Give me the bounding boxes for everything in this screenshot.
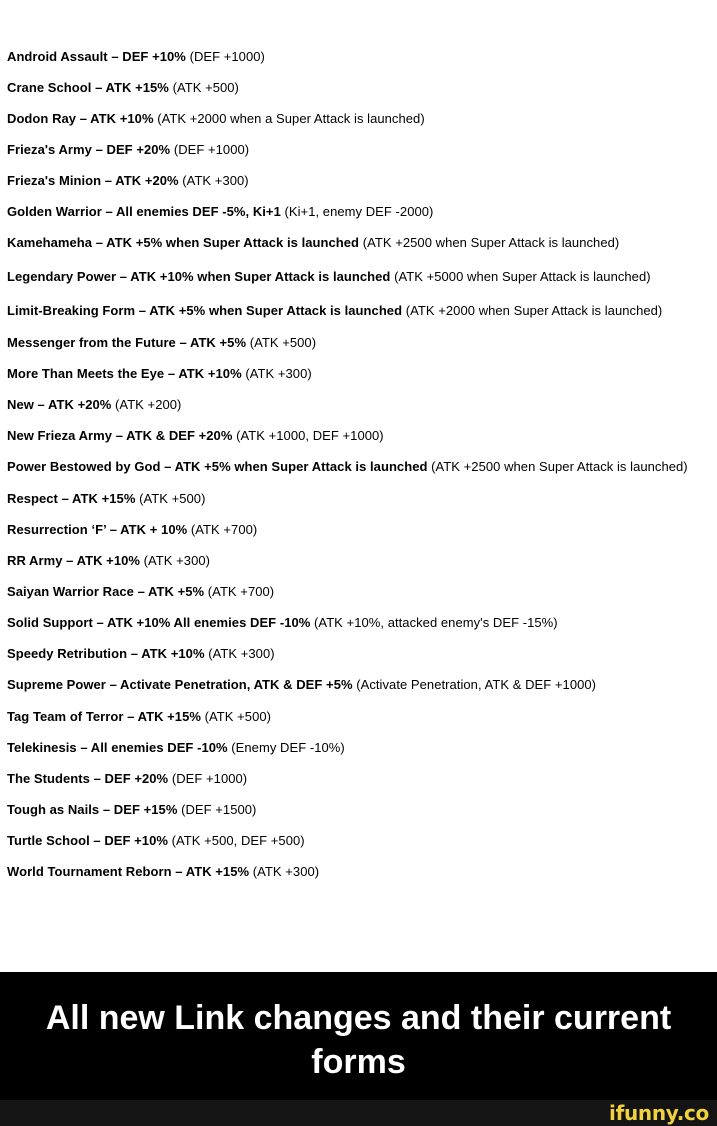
link-entry (7, 802, 707, 818)
link-effect: – DEF +20% (91, 142, 171, 157)
caption-text: All new Link changes and their current forms (45, 999, 672, 1081)
link-name: Saiyan Warrior Race (7, 584, 134, 599)
link-entry (7, 303, 707, 319)
link-entry (7, 235, 707, 251)
link-effect: – ATK +5% when Super Attack is launched (135, 303, 403, 318)
link-entries (7, 49, 707, 880)
link-effect: – ATK +10% All enemies DEF -10% (92, 615, 311, 630)
link-name: RR Army (7, 553, 63, 568)
link-entry (7, 269, 707, 285)
link-name: Turtle School (7, 833, 90, 848)
link-name: Telekinesis (7, 740, 77, 755)
link-name: Speedy Retribution (7, 646, 128, 661)
link-entry (7, 553, 707, 569)
link-detail: (DEF +1000) (168, 771, 248, 786)
link-detail: (ATK +200) (111, 397, 182, 412)
link-effect: – ATK +5% when Super Attack is launched (92, 235, 360, 250)
link-entry (7, 111, 707, 127)
link-name: Crane School (7, 80, 92, 95)
link-detail: (ATK +2500 when Super Attack is launched) (359, 235, 620, 250)
link-effect: – ATK +15% (91, 80, 169, 95)
link-entry (7, 335, 707, 351)
link-detail: (Activate Penetration, ATK & DEF +1000) (352, 677, 597, 692)
link-effect: – ATK +15% (171, 864, 250, 879)
link-effect: – ATK +5% (133, 584, 205, 599)
link-name: Limit-Breaking Form (7, 303, 136, 318)
link-detail: (ATK +10%, attacked enemy's DEF -15%) (310, 615, 558, 630)
link-entry (7, 397, 707, 413)
link-effect: – DEF +15% (99, 802, 178, 817)
link-entry (7, 204, 707, 220)
link-name: Solid Support (7, 615, 93, 630)
link-entry (7, 366, 707, 382)
link-effect: – ATK & DEF +20% (112, 428, 233, 443)
link-name: More Than Meets the Eye (7, 366, 165, 381)
link-entry (7, 142, 707, 158)
link-detail: (ATK +300) (249, 864, 320, 879)
link-detail: (DEF +1000) (170, 142, 250, 157)
link-detail: (ATK +300) (241, 366, 312, 381)
link-detail: (ATK +500) (246, 335, 317, 350)
link-detail: (ATK +2000 when Super Attack is launched) (402, 303, 663, 318)
link-name: The Students (7, 771, 90, 786)
link-entry (7, 677, 707, 693)
link-entry (7, 615, 707, 631)
link-entry (7, 173, 707, 189)
link-effect: – All enemies DEF -10% (76, 740, 228, 755)
link-entry (7, 864, 707, 880)
link-effect: – ATK + 10% (106, 522, 188, 537)
link-effect: – ATK +10% (76, 111, 154, 126)
link-entry (7, 740, 707, 756)
link-detail: (ATK +500) (135, 491, 206, 506)
link-entry (7, 584, 707, 600)
link-entry (7, 80, 707, 96)
link-detail: (ATK +500) (168, 80, 239, 95)
link-name: World Tournament Reborn (7, 864, 172, 879)
link-effect: – DEF +20% (89, 771, 169, 786)
link-effect: – ATK +15% (123, 709, 201, 724)
link-effect: – Activate Penetration, ATK & DEF +5% (105, 677, 353, 692)
link-detail: (ATK +700) (187, 522, 258, 537)
link-effect: – ATK +10% (164, 366, 242, 381)
link-detail: (ATK +300) (140, 553, 211, 568)
link-name: Tag Team of Terror (7, 709, 124, 724)
link-detail: (ATK +700) (204, 584, 275, 599)
link-effect: – ATK +20% (101, 173, 179, 188)
link-name: Resurrection ‘F’ (7, 522, 107, 537)
link-name: Kamehameha (7, 235, 93, 250)
watermark-bar (0, 1100, 717, 1126)
link-detail: (ATK +500) (200, 709, 272, 724)
link-effect: – DEF +10% (89, 833, 168, 848)
link-effect: – ATK +10% (127, 646, 205, 661)
link-effect: – All enemies DEF -5%, Ki+1 (101, 204, 281, 219)
link-effect: – DEF +10% (107, 49, 186, 64)
link-name: New Frieza Army (7, 428, 113, 443)
link-name: Frieza's Minion (7, 173, 102, 188)
link-entry (7, 522, 707, 538)
link-detail: (ATK +300) (178, 173, 249, 188)
link-entry (7, 459, 707, 475)
link-detail: (ATK +1000, DEF +1000) (232, 428, 384, 443)
link-entry (7, 709, 707, 725)
link-entry (7, 491, 707, 507)
link-name: Supreme Power (7, 677, 106, 692)
link-detail: (ATK +2000 when a Super Attack is launched) (153, 111, 425, 126)
link-entry (7, 771, 707, 787)
link-name: Tough as Nails (7, 802, 100, 817)
link-effect: – ATK +10% (62, 553, 140, 568)
link-effect: – ATK +5% when Super Attack is launched (160, 459, 428, 474)
link-name: Power Bestowed by God (7, 459, 161, 474)
link-detail: (ATK +500, DEF +500) (167, 833, 305, 848)
link-detail: (ATK +2500 when Super Attack is launched) (427, 459, 688, 474)
link-effect: – ATK +5% (175, 335, 247, 350)
link-name: Dodon Ray (7, 111, 77, 126)
link-effect: – ATK +15% (57, 491, 136, 506)
link-name: Golden Warrior (7, 204, 102, 219)
link-name: Messenger from the Future (7, 335, 176, 350)
link-effect: – ATK +10% when Super Attack is launched (116, 269, 391, 284)
link-detail: (Ki+1, enemy DEF -2000) (280, 204, 434, 219)
link-effect: – ATK +20% (33, 397, 112, 412)
link-entry (7, 833, 707, 849)
link-name: Respect (7, 491, 58, 506)
link-detail: (ATK +300) (204, 646, 275, 661)
meme-caption (0, 972, 717, 1100)
link-entry (7, 428, 707, 444)
link-entry (7, 646, 707, 662)
link-detail: (Enemy DEF -10%) (227, 740, 345, 755)
link-name: Frieza's Army (7, 142, 92, 157)
ifunny-watermark: ifunny.co (609, 1101, 709, 1125)
link-name: Legendary Power (7, 269, 117, 284)
link-detail: (ATK +5000 when Super Attack is launched) (390, 269, 651, 284)
link-name: New (7, 397, 34, 412)
link-detail: (DEF +1500) (177, 802, 257, 817)
link-name: Android Assault (7, 49, 108, 64)
link-entry (7, 49, 707, 65)
link-detail: (DEF +1000) (185, 49, 265, 64)
